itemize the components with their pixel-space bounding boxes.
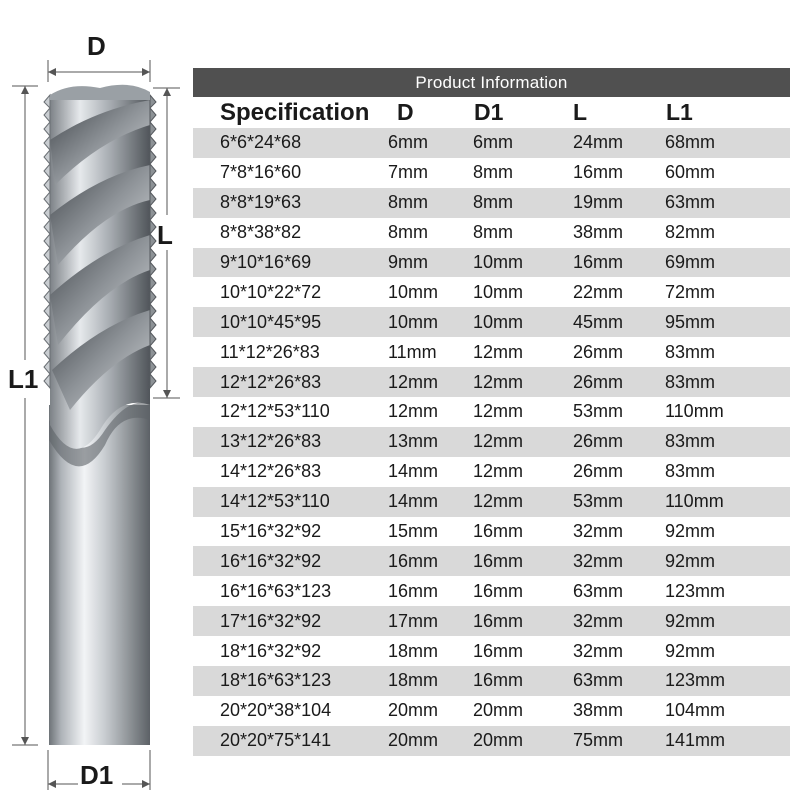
cell-d1: 12mm [473, 341, 524, 362]
cell-l1: 72mm [665, 281, 716, 302]
dimension-label-l1: L1 [8, 364, 39, 394]
tool-tip [50, 85, 150, 100]
cell-d1: 10mm [473, 311, 524, 332]
cell-specification: 8*8*38*82 [220, 222, 302, 243]
table-row [193, 487, 790, 517]
cell-l: 19mm [573, 192, 624, 213]
cell-l1: 95mm [665, 311, 716, 332]
table-row [193, 636, 790, 666]
cell-d1: 12mm [473, 371, 524, 392]
cell-l: 32mm [573, 550, 624, 571]
cell-d1: 20mm [473, 700, 524, 721]
cell-specification: 15*16*32*92 [220, 521, 322, 542]
cell-specification: 6*6*24*68 [220, 132, 302, 153]
cell-d1: 8mm [473, 162, 513, 183]
cell-d: 10mm [388, 281, 439, 302]
table-row [193, 337, 790, 367]
header-specification: Specification [220, 98, 370, 126]
cell-l: 32mm [573, 521, 624, 542]
cell-d: 18mm [388, 670, 439, 691]
cell-l1: 92mm [665, 521, 716, 542]
cell-d: 17mm [388, 610, 439, 631]
dimension-label-d1: D1 [80, 760, 114, 790]
cell-l1: 141mm [665, 730, 726, 751]
table-row [193, 546, 790, 576]
serrated-edge-right [150, 95, 156, 388]
cell-d: 9mm [388, 252, 428, 272]
header-d1: D1 [474, 99, 504, 125]
table-row [193, 427, 790, 457]
cell-l1: 63mm [665, 192, 716, 213]
cell-l: 26mm [573, 431, 624, 452]
cell-d1: 12mm [473, 431, 524, 452]
header-d: D [397, 99, 414, 125]
table-row [193, 517, 790, 547]
cell-d1: 12mm [473, 461, 524, 482]
cell-d1: 16mm [473, 610, 524, 631]
cell-l1: 68mm [665, 132, 716, 153]
cell-l: 26mm [573, 461, 624, 482]
dimension-label-l: L [157, 220, 173, 250]
cell-specification: 16*16*63*123 [220, 580, 332, 601]
cell-specification: 18*16*32*92 [220, 640, 322, 661]
cell-d: 13mm [388, 431, 439, 452]
cell-l: 16mm [573, 252, 624, 272]
cell-d: 20mm [388, 730, 439, 751]
cell-l: 32mm [573, 610, 624, 631]
cell-d1: 10mm [473, 281, 524, 302]
cell-l1: 104mm [665, 700, 726, 721]
cell-l1: 110mm [665, 491, 724, 512]
cell-specification: 7*8*16*60 [220, 162, 302, 183]
cell-d: 8mm [388, 222, 428, 243]
table-row [193, 666, 790, 696]
cell-d: 8mm [388, 192, 428, 213]
cell-l1: 82mm [665, 222, 716, 243]
cell-specification: 8*8*19*63 [220, 192, 302, 213]
cell-d: 15mm [388, 521, 439, 542]
cell-d1: 16mm [473, 550, 524, 571]
product-information-table [193, 68, 790, 756]
cell-specification: 9*10*16*69 [220, 252, 312, 272]
cell-specification: 10*10*22*72 [220, 281, 322, 302]
table-row [193, 248, 790, 278]
cell-l1: 83mm [665, 371, 716, 392]
cell-l: 22mm [573, 281, 624, 302]
end-mill-illustration [0, 0, 190, 800]
table-row [193, 576, 790, 606]
cell-d1: 8mm [473, 222, 513, 243]
serrated-edge-left [44, 95, 50, 388]
cell-l: 24mm [573, 132, 624, 153]
cell-l1: 123mm [665, 580, 726, 601]
cell-d: 11mm [388, 341, 437, 362]
cell-specification: 12*12*53*110 [220, 401, 330, 422]
cell-d1: 6mm [473, 132, 513, 153]
table-row [193, 367, 790, 397]
cell-l1: 69mm [665, 252, 716, 272]
cell-l1: 110mm [665, 401, 724, 422]
cell-d: 16mm [388, 550, 439, 571]
cell-l: 75mm [573, 730, 624, 751]
cell-specification: 12*12*26*83 [220, 371, 322, 392]
cell-d: 20mm [388, 700, 439, 721]
table-row [193, 158, 790, 188]
cell-d: 10mm [388, 311, 439, 332]
cell-d: 16mm [388, 580, 439, 601]
cell-l: 45mm [573, 311, 624, 332]
cell-specification: 18*16*63*123 [220, 670, 332, 691]
dimension-label-d: D [87, 31, 106, 61]
cell-specification: 10*10*45*95 [220, 311, 322, 332]
cell-d1: 20mm [473, 730, 524, 751]
cell-d1: 16mm [473, 640, 524, 661]
cell-d: 12mm [388, 401, 439, 422]
cell-l: 32mm [573, 640, 624, 661]
cell-d1: 16mm [473, 521, 524, 542]
cell-l1: 83mm [665, 341, 716, 362]
cell-d1: 16mm [473, 580, 524, 601]
cell-specification: 13*12*26*83 [220, 431, 322, 452]
cell-l: 53mm [573, 491, 624, 512]
cell-specification: 14*12*26*83 [220, 461, 322, 482]
cell-d: 6mm [388, 132, 428, 153]
table-row [193, 218, 790, 248]
cell-l: 63mm [573, 580, 624, 601]
cell-d: 12mm [388, 371, 439, 392]
table-row [193, 128, 790, 158]
cell-l1: 123mm [665, 670, 726, 691]
table-row [193, 307, 790, 337]
cell-d: 7mm [388, 162, 428, 183]
header-l1: L1 [666, 99, 693, 125]
cell-specification: 17*16*32*92 [220, 610, 322, 631]
cell-l: 53mm [573, 401, 624, 422]
cell-d1: 16mm [473, 670, 524, 691]
cell-l1: 92mm [665, 640, 716, 661]
cell-specification: 16*16*32*92 [220, 550, 322, 571]
cell-l: 26mm [573, 371, 624, 392]
cell-l1: 83mm [665, 431, 716, 452]
cell-l: 38mm [573, 222, 624, 243]
cell-l1: 83mm [665, 461, 716, 482]
cell-specification: 20*20*75*141 [220, 730, 332, 751]
cell-specification: 11*12*26*83 [220, 341, 320, 362]
cell-d1: 10mm [473, 252, 524, 272]
cell-d: 18mm [388, 640, 439, 661]
cell-d1: 12mm [473, 491, 524, 512]
cell-l: 63mm [573, 670, 624, 691]
table-header-row [193, 97, 790, 128]
header-l: L [573, 99, 588, 125]
table-row [193, 726, 790, 756]
cell-l: 38mm [573, 700, 624, 721]
table-row [193, 696, 790, 726]
cell-d: 14mm [388, 461, 439, 482]
cell-l1: 92mm [665, 550, 716, 571]
cell-l1: 92mm [665, 610, 716, 631]
cell-specification: 20*20*38*104 [220, 700, 332, 721]
table-row [193, 606, 790, 636]
cell-d: 14mm [388, 491, 439, 512]
table-row [193, 397, 790, 427]
table-row [193, 188, 790, 218]
table-row [193, 277, 790, 307]
cell-l: 26mm [573, 341, 624, 362]
table-body [193, 128, 790, 756]
cell-specification: 14*12*53*110 [220, 491, 330, 512]
cell-l1: 60mm [665, 162, 716, 183]
table-title: Product Information [193, 68, 790, 97]
cell-d1: 12mm [473, 401, 524, 422]
table-row [193, 457, 790, 487]
cell-l: 16mm [573, 162, 624, 183]
cell-d1: 8mm [473, 192, 513, 213]
